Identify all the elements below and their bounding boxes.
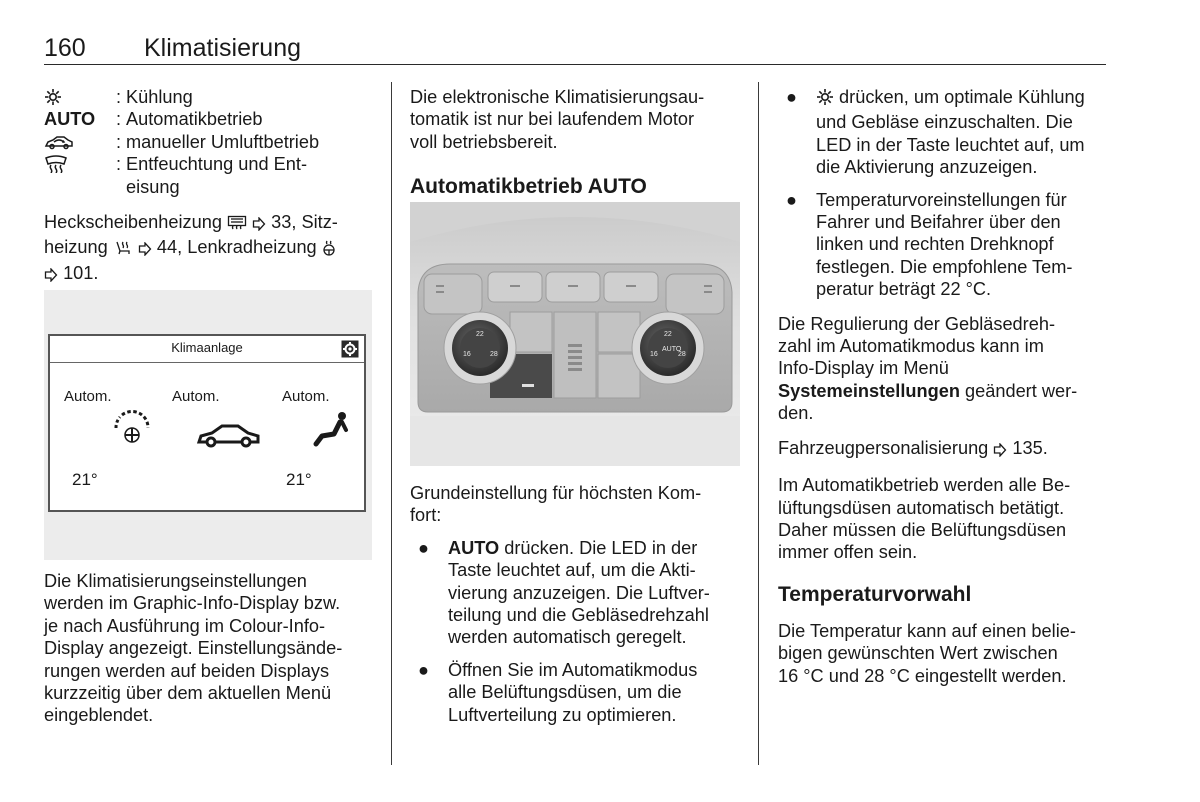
text-line: den. (778, 403, 814, 424)
settings-icon (341, 340, 359, 363)
text-line: immer offen sein. (778, 542, 918, 563)
legend-text: Automatikbetrieb (126, 109, 263, 130)
text-line: Fahrer und Beifahrer über den (816, 212, 1061, 233)
text-line: Öffnen Sie im Automatikmodus (448, 659, 698, 680)
text-line: eingeblendet. (44, 705, 154, 726)
section-title-temperature: Temperaturvorwahl (778, 582, 972, 606)
bullet-temperature-presets (778, 189, 1108, 301)
legend-row-auto (44, 108, 374, 130)
text-line: Display angezeigt. Einstellungsände- (44, 638, 343, 659)
text-line: zahl im Automatikmodus kann im (778, 336, 1044, 357)
ref-text: 33, Sitz- (271, 212, 338, 233)
text-line: werden automatisch geregelt. (448, 627, 687, 648)
page-reference-arrow-icon (252, 214, 266, 236)
legend-row-demist-cont (44, 176, 374, 198)
right-dial-value: 28 (678, 351, 686, 358)
text-line: bigen gewünschten Wert zwischen (778, 643, 1058, 664)
bullet-cooling (778, 86, 1108, 179)
page-reference-arrow-icon (138, 239, 152, 261)
text-line: drücken, um optimale Kühlung (834, 87, 1085, 107)
text-line: drücken. Die LED in der (499, 537, 698, 558)
air-distribution-mode-label: Autom. (282, 388, 330, 405)
climate-panel-figure (410, 202, 740, 466)
menu-name: Systemeinstellungen (778, 380, 960, 401)
text-line: vierung anzuzeigen. Die Luftver- (448, 582, 710, 603)
auto-keyword: AUTO (448, 537, 500, 558)
fan-regulation-paragraph (778, 313, 1108, 425)
left-dial-value: 16 (463, 351, 471, 358)
rear-window-heater-icon (227, 214, 247, 236)
legend-text: eisung (126, 176, 180, 197)
bullet-dot: ● (418, 537, 429, 558)
legend-text: manueller Umluftbetrieb (126, 131, 320, 152)
page-header (44, 34, 1106, 66)
ref-text: 44, Lenkradheizung (156, 237, 317, 258)
fan-mode-label: Autom. (64, 388, 112, 405)
text-line: Daher müssen die Belüftungsdüsen (778, 519, 1067, 540)
text-line: LED in der Taste leuchtet auf, um (816, 134, 1085, 155)
vents-paragraph (778, 474, 1108, 564)
text-line: Luftverteilung zu optimieren. (448, 704, 677, 725)
legend-text: Kühlung (126, 87, 193, 107)
bullet-open-vents (410, 659, 740, 726)
passenger-temperature: 21° (286, 470, 312, 489)
text-line: Grundeinstellung für höchsten Kom- (410, 483, 702, 503)
right-dial-value: 22 (664, 331, 672, 338)
bullet-auto (410, 537, 740, 649)
text-line: Info-Display im Menü (778, 358, 949, 379)
column-3 (778, 86, 1108, 687)
car-recirculation-icon (196, 420, 262, 455)
bullet-dot: ● (418, 659, 429, 680)
info-display (48, 334, 366, 512)
text-line: je nach Ausführung im Colour-Info- (44, 615, 326, 636)
text-line: Taste leuchtet auf, um die Akti- (448, 560, 696, 581)
page-reference-arrow-icon (44, 265, 58, 287)
climate-panel-illustration (410, 202, 740, 466)
text-line: Fahrzeugpersonalisierung (778, 437, 989, 458)
text-line: Die elektronische Klimatisierungsau- (410, 87, 705, 107)
text-line: voll betriebsbereit. (410, 131, 558, 152)
ref-text: 101. (63, 262, 99, 283)
text-line: linken und rechten Drehknopf (816, 234, 1054, 255)
section-title-auto: Automatikbetrieb AUTO (410, 175, 647, 199)
text-line: geändert wer- (959, 380, 1078, 401)
col2-body (410, 482, 740, 726)
header-rule (44, 64, 1106, 65)
text-line: lüftungsdüsen automatisch betätigt. (778, 497, 1065, 518)
page-reference-arrow-icon (993, 440, 1007, 462)
temperature-range-paragraph (778, 620, 1108, 687)
chapter-title: Klimatisierung (144, 34, 302, 62)
column-divider-2 (758, 82, 759, 765)
snowflake-icon (816, 88, 834, 111)
legend-colon: : (116, 109, 122, 130)
col1-paragraph (44, 570, 374, 727)
ref-text: heizung (44, 237, 108, 258)
climate-display-figure (44, 290, 372, 560)
right-dial-value: 16 (650, 351, 658, 358)
legend-colon: : (116, 131, 122, 152)
text-line: werden im Graphic-Info-Display bzw. (44, 593, 341, 614)
text-line: Im Automatikbetrieb werden alle Be- (778, 475, 1071, 496)
text-line: 135. (1012, 437, 1048, 458)
legend-row-recirculation (44, 131, 374, 153)
text-line: die Aktivierung anzuzeigen. (816, 157, 1038, 178)
bullet-dot: ● (786, 189, 797, 210)
driver-temperature: 21° (72, 470, 98, 489)
ref-text: Heckscheibenheizung (44, 212, 222, 233)
personalisation-reference (778, 437, 1108, 462)
text-line: und Gebläse einzuschalten. Die (816, 112, 1073, 133)
text-line: teilung und die Gebläsedrehzahl (448, 605, 709, 626)
recirculation-mode-label: Autom. (172, 388, 220, 405)
text-line: Die Klimatisierungseinstellungen (44, 571, 307, 591)
display-header (50, 336, 364, 363)
text-line: 16 °C und 28 °C eingestellt werden. (778, 665, 1067, 686)
text-line: fort: (410, 505, 442, 526)
legend-row-demist (44, 153, 374, 175)
steering-wheel-heater-icon (322, 239, 336, 261)
text-line: alle Belüftungsdüsen, um die (448, 682, 682, 703)
legend-colon: : (116, 154, 122, 175)
display-title: Klimaanlage (171, 340, 243, 355)
text-line: Die Temperatur kann auf einen belie- (778, 620, 1076, 641)
fan-speed-icon (106, 406, 158, 451)
legend-row-cooling (44, 86, 374, 108)
left-dial-value: 28 (490, 351, 498, 358)
left-dial-value: 22 (476, 331, 484, 338)
air-distribution-seat-icon (312, 410, 352, 453)
text-line: tomatik ist nur bei laufendem Motor (410, 109, 695, 130)
text-line: peratur beträgt 22 °C. (816, 279, 992, 300)
recirculation-car-icon (44, 131, 102, 153)
column-divider-1 (391, 82, 392, 765)
text-line: Temperaturvoreinstellungen für (816, 189, 1067, 210)
page-number: 160 (44, 34, 86, 62)
text-line: kurzzeitig über dem aktuellen Menü (44, 683, 332, 704)
legend-colon: : (116, 87, 122, 107)
auto-symbol: AUTO (44, 109, 96, 130)
text-line: Die Regulierung der Gebläsedreh- (778, 313, 1056, 334)
demist-icon (44, 153, 102, 175)
right-dial-value: AUTO (662, 346, 682, 353)
snowflake-icon (44, 86, 102, 108)
bullet-dot: ● (786, 87, 797, 107)
col2-intro (410, 86, 740, 153)
seat-heater-icon (113, 239, 133, 261)
text-line: rungen werden auf beiden Displays (44, 660, 330, 681)
legend-text: Entfeuchtung und Ent- (126, 154, 307, 175)
heating-references (44, 211, 374, 287)
text-line: festlegen. Die empfohlene Tem- (816, 256, 1073, 277)
